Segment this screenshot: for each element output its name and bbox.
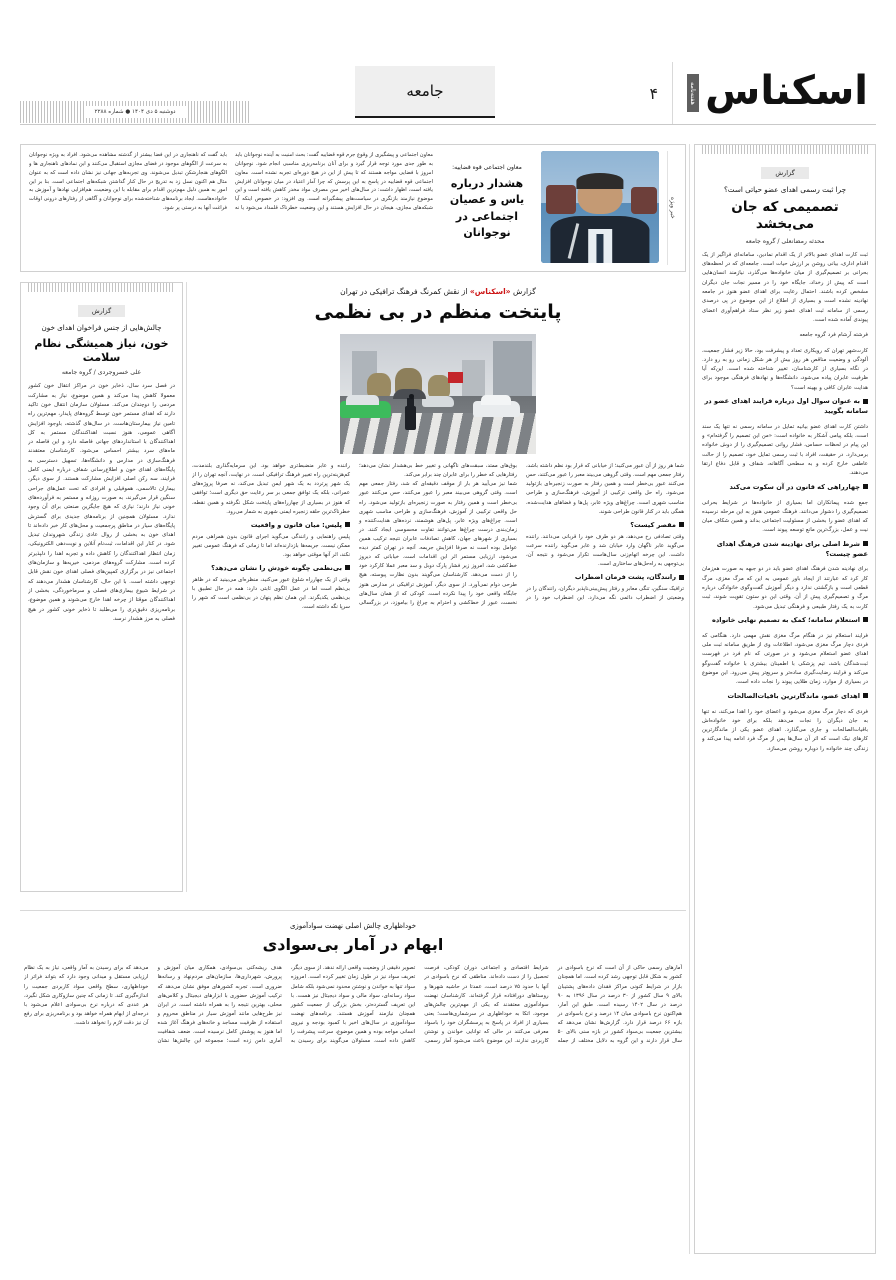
right-column-subbody-1: جمع شده پیمانکاران اما بسیاری از خانواده‌ها در شرایط بحرانی تصمیم‌گیری را دشوار می‌دانند. فرهنگ عمومی هنوز به این مرحله نرسیده که اهدای عضو را بخشی از مسئولیت اجتماعی بداند و همین شکاف میان نیت و عمل، بزرگ‌ترین مانع توسعه پیوند است. bbox=[702, 499, 868, 534]
main-article-subbody-2: پلیس راهنمایی و رانندگی می‌گوید اجرای قانون بدون همراهی مردم ممکن نیست. جریمه‌ها بازدارنده‌اند اما تا زمانی که فرهنگ عمومی تغییر نکند، اثر آنها موقتی خواهد بود. bbox=[192, 533, 350, 558]
right-column-subhead-3-text: استعلام سامانه؛ کمک به تصمیم نهایی خانواده bbox=[712, 615, 860, 624]
right-column-subbody-4: فردی که دچار مرگ مغزی می‌شود و اعضای خود را اهدا می‌کند، نه تنها به جان دیگران را نجات می‌دهد بلکه برای خود خانواده‌اش باقیات‌الصالحات و جاری می‌گذارد. اهدای عضو یکی از ماندگارترین کارهای نیک است که اثر آن سال‌ها پس از مرگ فرد ادامه پیدا می‌کند و زندگی چند خانواده را دوباره روشن می‌سازد. bbox=[702, 708, 868, 752]
left-column-headline[interactable]: خون، نیاز همیشگی نظام سلامت bbox=[34, 336, 169, 365]
square-bullet-icon bbox=[863, 484, 868, 489]
top-article-side-label: خبر ویژه bbox=[667, 151, 677, 265]
header-divider bbox=[20, 124, 876, 125]
issue-date: دوشنبه ۵ دی ۱۴۰۴ ● شماره ۲۲۸۸ bbox=[84, 106, 185, 118]
photo-green-taxi-roof bbox=[346, 395, 379, 405]
section-tab-label: جامعه bbox=[406, 82, 444, 100]
main-article-lead: شما هر روز از آن عبور می‌کنید؛ از خیابانی که قرار بود نظم داشته باشد، رفتار جمعی مهم است. وقتی گروهی می‌بیند معبر را عبور می‌کنند، حس می‌کنند عبور بی‌خطر است و همین رفتار به صورت زنجیره‌ای بازتولید می‌شود. راه حل واقعی ترکیبی از آموزش، فرهنگ‌سازی و طراحی مناسب شهری است. چراغ‌های ویژه عابر، پل‌ها و فضاهای هدایت‌شده، همگی باید در کنار قانون طراحی شوند. bbox=[526, 463, 684, 515]
top-article bbox=[20, 144, 686, 272]
left-column-tag-wrap bbox=[28, 298, 175, 317]
right-column-byline: محدثه رمضانعلی / گروه جامعه bbox=[745, 237, 825, 245]
main-article-subhead-3-text: بی‌نظمی چگونه خودش را نشان می‌دهد؟ bbox=[211, 563, 342, 572]
right-column-para-2: کارت‌شهر تهران که رویکاری تعداد و پیشرفت بود، حالا زیر فشار جمعیت، آلودگی و وضعیت مناقص هر روز بیش از هر شکل زمانی رو به رو دارد. در نگاه بسیاری از کارشناسان، تغییر شناخته شده است. این‌که آیا ظرفیت عابران پیاده می‌شود، دانشگاه‌ها و نهادهای فرهنگی موجود برای هدایت عابران کافی و بهینه است؟ bbox=[702, 347, 868, 391]
bottom-article bbox=[20, 910, 686, 1254]
masthead-logo-group bbox=[672, 62, 876, 124]
bottom-article-kicker: خوداظهاری چالش اصلی نهضت سوادآموزی bbox=[289, 922, 417, 930]
square-bullet-icon bbox=[863, 541, 868, 546]
page-number: ۴ bbox=[649, 83, 659, 103]
main-article-subhead-2-text: پلیس: میان قانون و واقعیت bbox=[250, 520, 342, 529]
photo-chair-left bbox=[546, 185, 577, 214]
photo-pedestrian-legs bbox=[405, 406, 417, 430]
square-bullet-icon bbox=[679, 575, 684, 580]
main-article-subhead-1 bbox=[526, 573, 684, 583]
right-column-para-0: ثبت کارت اهدای عضو بالاتر از یک اقدام نمادین، سامانه‌ای فراگیر از یک اقدام اداری، بیانی روشن بر ارزش حیات است. جامعه‌ای که در لحظه‌های بحرانی بر تصمیم‌گیری از میان خانواده‌ها می‌گذرد، نیازمند انسان‌هایی است که پیش از رخداد، جایگاه خود را در مسیر نجات جان دیگران مشخص کرده باشند. احتمال رعایت برای اهدای عضو هنوز در جامعه نهادینه نشده است و بسیاری از اطلاع از این موضوع در پی درصدی رسمی از سامانه ثبت اهدای عضو زیر نظر ستاد فراهم‌آوری اعضای پیوندی آماده شده است. bbox=[702, 251, 868, 323]
date-strip bbox=[20, 101, 250, 123]
left-column-body: در فصل سرد سال، ذخایر خون در مراکز انتقال خون کشور معمولا کاهش پیدا می‌کند و همین موضوع، نیاز به مشارکت مردمی را دوچندان می‌کند. مسئولان سازمان انتقال خون تاکید دارند که اهدای مستمر خون توسط گروه‌های پایدار، مهم‌ترین راه تامین نیاز بیمارستان‌هاست. در سال‌های گذشته، باوجود افزایش آگاهی عمومی، هنوز نسبت اهداکنندگان مستمر به کل اهداکنندگان با استانداردهای جهانی فاصله دارد و این فاصله در ماه‌های سرد بیشتر احساس می‌شود. کارشناسان معتقدند فرهنگ‌سازی در مدارس و دانشگاه‌ها، تسهیل دسترسی به پایگاه‌های اهدای خون و اطلاع‌رسانی شفاف درباره ایمنی کامل فرایند، سه رکن اصلی افزایش مشارکت هستند. از سوی دیگر، بیماران تالاسمی، هموفیلی و افرادی که تحت عمل‌های جراحی سنگین قرار می‌گیرند، به صورت روزانه و مستمر به فرآورده‌های خونی نیاز دارند؛ نیازی که هیچ جایگزین صنعتی برای آن وجود ندارد. مسئولان همچنین از برنامه‌های جدیدی برای گسترش پایگاه‌های سیار در مناطق پرجمعیت و محل‌های کار خبر داده‌اند تا اهدای خون به بخشی از روال عادی زندگی شهروندان تبدیل شود. در کنار این اقدامات، ثبت‌نام آنلاین و نوبت‌دهی الکترونیکی، زمان انتظار اهداکنندگان را کاهش داده و تجربه اهدا را دلپذیرتر کرده است. مشارکت گروه‌های مردمی، خیریه‌ها و سازمان‌های اجتماعی نیز در برگزاری کمپین‌های فصلی اهدای خون نقش قابل توجهی داشته است. با این حال، کارشناسان هشدار می‌دهند که در شرایط شیوع بیماری‌های فصلی و سرماخوردگی، بخشی از اهداکنندگان موقتا از چرخه اهدا خارج می‌شوند و همین موضوع، برنامه‌ریزی دقیق‌تری را می‌طلبد تا ذخایر خونی کشور در هیچ فصلی به مرز هشدار نرسد. bbox=[28, 383, 175, 622]
photo-chair-right bbox=[631, 187, 657, 214]
left-column-tag: گزارش bbox=[78, 305, 125, 317]
bottom-article-headline[interactable]: ابهام در آمار بی‌سوادی bbox=[262, 934, 444, 954]
right-column-subbody-2: برای نهادینه شدن فرهنگ اهدای عضو باید در دو جبهه به صورت هم‌زمان کار کرد که عبارتند از ایجاد باور عمومی به این که مرگ مغزی، مرگ قطعی است و بازگشتی ندارد و دیگر آموزش گفت‌وگوی خانوادگی درباره مرگ و تصمیم‌گیری پیش از آن. وقتی این دو ستون تقویت شوند، ثبت کارت به یک رفتار طبیعی و فرهنگی تبدیل می‌شود. bbox=[702, 566, 868, 610]
main-article-subhead-0-text: مقصر کیست؟ bbox=[630, 520, 676, 529]
right-column-para-1: فرشته آرشام فرد گروه جامعه bbox=[799, 332, 868, 339]
main-kicker-highlight: «اسکناس» bbox=[469, 287, 511, 296]
main-article-subhead-2 bbox=[192, 521, 350, 531]
right-column-subhead-2-text: شرط اصلی برای نهادینه شدن فرهنگ اهدای عضو چیست؟ bbox=[716, 539, 868, 558]
square-bullet-icon bbox=[863, 617, 868, 622]
top-article-photo bbox=[541, 151, 659, 263]
photo-tie bbox=[596, 234, 603, 263]
right-column-subhead-4 bbox=[702, 692, 868, 702]
main-article bbox=[190, 282, 686, 892]
main-article-subhead-3 bbox=[192, 564, 350, 574]
left-column-hatch bbox=[28, 283, 175, 292]
top-article-heading-group bbox=[441, 151, 533, 265]
right-column-subhead-1 bbox=[702, 483, 868, 493]
square-bullet-icon bbox=[863, 399, 868, 404]
photo-hair bbox=[576, 173, 623, 189]
left-column-article bbox=[20, 282, 183, 892]
left-column-kicker: چالش‌هایی از جنس فراخوان اهدای خون bbox=[41, 323, 162, 332]
left-column-byline: علی خسروجردی / گروه جامعه bbox=[61, 369, 142, 377]
right-column-headline[interactable]: تصمیمی که جان می‌بخشد bbox=[731, 198, 839, 233]
photo-car-mid bbox=[422, 396, 453, 407]
main-kicker-pre: گزارش bbox=[510, 287, 536, 296]
main-article-subbody-3: وقتی از یک چهارراه شلوغ عبور می‌کنید، منظره‌ای می‌بینید که در ظاهر بی‌نظم است اما در عمل الگوی ثابتی دارد: همه در حال تطبیق با بی‌نظمی یکدیگرند. این همان نظم پنهان در بی‌نظمی است که شهر را سرپا نگه داشته است. bbox=[192, 576, 350, 611]
square-bullet-icon bbox=[345, 565, 350, 570]
column-separator-right bbox=[689, 144, 690, 1254]
right-column-kicker: چرا ثبت رسمی اهدای عضو حیاتی است؟ bbox=[723, 185, 847, 194]
section-tab-society[interactable] bbox=[355, 66, 495, 118]
right-column-subhead-3 bbox=[702, 616, 868, 626]
main-article-subbody-0: وقتی تصادفی رخ می‌دهد، هر دو طرف خود را قربانی می‌دانند. راننده می‌گوید عابر ناگهان وارد خیابان شد و عابر می‌گوید راننده سرعت داشت. این چرخه اتهام‌زنی سال‌هاست تکرار می‌شود و نتیجه آن، بی‌توجهی به راه‌حل‌های ساختاری است. bbox=[526, 533, 684, 567]
right-column-subhead-4-text: اهدای عضو، ماندگارترین باقیات‌الصالحات bbox=[727, 691, 860, 700]
square-bullet-icon bbox=[345, 522, 350, 527]
right-column-subhead-1-text: چهارراهی که قانون در آن سکوت می‌کند bbox=[729, 482, 860, 491]
right-column-tag: گزارش bbox=[761, 167, 808, 179]
main-article-kicker bbox=[192, 286, 684, 297]
column-separator-left bbox=[186, 282, 187, 892]
right-column-hatch bbox=[702, 145, 868, 154]
main-article-subhead-0 bbox=[526, 521, 684, 531]
publication-logo: اسکناس bbox=[705, 68, 868, 114]
right-column-article bbox=[694, 144, 876, 1254]
right-column-subhead-0 bbox=[702, 397, 868, 417]
square-bullet-icon bbox=[679, 522, 684, 527]
photo-crosswalk bbox=[340, 413, 536, 454]
right-column-subhead-2 bbox=[702, 540, 868, 560]
bottom-article-columns: آمارهای رسمی حاکی از آن است که نرخ باسوادی در کشور به شکل قابل توجهی رشد کرده است. اما همچنان بازار در شرایط کنونی مراکز فقدان داده‌های پشتیبان بالای ۹ سال کشور از ۳۰ درصد در سال ۱۳۹۶ به ۹۰ درصد در سال ۱۴۰۲ رسیده است. طبق این آمار، هم‌اکنون نرخ باسوادی میان ۱۴ درصد و نرخ باسوادی در بازه ۶۶ درصد قرار دارد. گزارش‌ها نشان می‌دهد که بیشترین جمعیت بی‌سواد کشور در بازه سنی بالای ۵۰ سال قرار دارند و این گروه به دلایل مختلف از جمله شرایط اقتصادی و اجتماعی دوران کودکی، فرصت تحصیل را از دست داده‌اند. مناطقی که نرخ باسوادی در آنها با حدود ۷۵ درصد است، عمدتا در حاشیه شهرها و روستاهای دورافتاده قرار گرفته‌اند. کارشناسان نهضت سوادآموزی معتقدند که یکی از مهم‌ترین چالش‌های موجود، اتکا به خوداظهاری در سرشماری‌هاست؛ یعنی بسیاری از افراد در پاسخ به پرسشگران خود را باسواد معرفی می‌کنند در حالی که توانایی خواندن و نوشتن کاربردی ندارند. این موضوع باعث می‌شود آمار رسمی، تصویر دقیقی از وضعیت واقعی ارائه ندهد. از سوی دیگر، تعریف سواد نیز در طول زمان تغییر کرده است. امروزه سواد تنها به خواندن و نوشتن محدود نمی‌شود بلکه شامل سواد رسانه‌ای، سواد مالی و سواد دیجیتال نیز هست. با این تعریف گسترده‌تر، بخش بزرگی از جمعیت کشور همچنان نیازمند آموزش هستند. برنامه‌های نهضت سوادآموزی در سال‌های اخیر با کمبود بودجه و نیروی انسانی مواجه بوده و همین موضوع، سرعت پیشرفت را کاهش داده است. مسئولان می‌گویند برای رسیدن به هدف ریشه‌کنی بی‌سوادی، همکاری میان آموزش و پرورش، شهرداری‌ها، سازمان‌های مردم‌نهاد و رسانه‌ها ضروری است. تجربه کشورهای موفق نشان می‌دهد که ترکیب آموزش حضوری با ابزارهای دیجیتال و کلاس‌های محلی، بهترین نتیجه را به همراه داشته است. در ایران نیز طرح‌هایی مانند آموزش سیار در مناطق محروم و استفاده از ظرفیت مساجد و خانه‌های فرهنگ آغاز شده اما هنوز به پوشش کامل نرسیده است. ضعف شفافیت آماری دامن زده است؛ مجموعه این چالش‌ها نشان می‌دهد که برای رسیدن به آمار واقعی، نیاز به یک نظام ارزیابی مستقل و میدانی وجود دارد که بتواند فراتر از خوداظهاری، سطح واقعی سواد کاربردی جمعیت را اندازه‌گیری کند. تا زمانی که چنین سازوکاری شکل نگیرد، هر عددی که درباره نرخ بی‌سوادی اعلام می‌شود با درجه‌ای از ابهام همراه خواهد بود و برنامه‌ریزی برای رفع آن نیز دقت لازم را نخواهد داشت. bbox=[24, 965, 682, 1045]
photo-tree-3 bbox=[428, 375, 450, 399]
main-article-subbody-1: ترافیک سنگین، تنگی معابر و رفتار پیش‌بینی‌ناپذیر دیگران، رانندگان را در وضعیتی از اضطراب دائمی نگه می‌دارد. این اضطراب خود را در بوق‌های ممتد، سبقت‌های ناگهانی و تغییر خط بی‌هشدار نشان می‌دهد؛ رفتارهایی که خطر را برای عابران چند برابر می‌کند. bbox=[359, 463, 684, 602]
photo-white-car-right-roof bbox=[481, 395, 510, 405]
photo-red-sign bbox=[448, 372, 464, 383]
right-column-subbody-3: فرایند استعلام نیز در هنگام مرگ مغزی نقش مهمی دارد. هنگامی که فردی دچار مرگ مغزی می‌شود، اطلاعات وی از طریق سامانه ثبت ملی اهدای عضو استعلام می‌شود و در صورتی که نام فرد در فهرست ثبت‌شدگان باشد، تیم پزشکی با اطمینان بیشتری با خانواده گفت‌وگو می‌کند و فرایند رضایت‌گیری ساده‌تر و سریع‌تر پیش می‌رود. این موضوع در بسیاری از موارد، زمان طلایی پیوند را نجات داده است. bbox=[702, 632, 868, 686]
main-article-body: شما نیز می‌آیید هر بار از موقف دقیقه‌ای که شد، رفتار جمعی مهم است. وقتی گروهی می‌بیند معبر را عبور می‌کنند، حس می‌کنند عبور بی‌خطر است و همین رفتار به صورت زنجیره‌ای بازتولید می‌شود. راه حل واقعی ترکیبی از آموزش، فرهنگ‌سازی و طراحی مناسب شهری است. چراغ‌های ویژه عابر، پل‌های هوشمند، نرده‌های هدایت‌کننده و زمان‌بندی درست چراغ‌ها می‌توانند تفاوت محسوسی ایجاد کنند. در بسیاری از شهرهای جهان، کاهش تصادفات عابران نتیجه ترکیب همین عوامل بوده است نه صرفا افزایش جریمه. آنچه در تهران کمتر دیده می‌شود، ارزیابی مستمر اثر این اقدامات است. خیابانی که دیروز خط‌کشی شد، امروز زیر فشار پارک دوبل و سد معبر عملا کارکرد خود را از دست می‌دهد. کارشناسان می‌گویند بدون نظارت پیوسته، هیچ طرحی دوام نمی‌آورد. از سوی دیگر، آموزش ترافیکی در مدارس هنوز جایگاه واقعی خود را پیدا نکرده است. کودکی که از همان سال‌های نخست، عبور از خط‌کشی و احترام به چراغ را بیاموزد، در بزرگسالی راننده و عابر منضبط‌تری خواهد بود. این سرمایه‌گذاری بلندمدت، کم‌هزینه‌ترین راه تغییر فرهنگ ترافیکی است. در نهایت، آنچه تهران را از یک شهر پرتردد به یک شهر ایمن تبدیل می‌کند، نه صرفا پروژه‌های عمرانی، بلکه یک توافق جمعی بر سر رعایت حق دیگری است؛ توافقی که هنوز در بسیاری از چهارراه‌های پایتخت شکل نگرفته و همین نقطه، خطرناک‌ترین حلقه زنجیره ایمنی شهری به شمار می‌رود. bbox=[192, 463, 517, 606]
top-article-body: معاون اجتماعی و پیشگیری از وقوع جرم قوه قضاییه گفت: بحث امنیت به آینده نوجوانان باید به طور جدی مورد توجه قرار گیرد و برای آنان برنامه‌ریزی مناسبی انجام شود. نوجوانان امروز با فضایی مواجه هستند که تا پیش از این در هیچ دوره‌ای تجربه نشده است. معاون اجتماعی قوه قضاییه در پاسخ به این پرسش که چرا آمار اعتیاد در میان نوجوانان افزایش یافته است، اظهار داشت: در سال‌های اخیر سن مصرف مواد مخدر کاهش یافته است و این موضوع نیازمند بازنگری در سیاست‌های پیشگیرانه است. وی افزود: در خصوص اینکه آیا شبکه‌های مجازی، هیجان در حال افزایش هستند و این وضعیت خطرناک قلمداد می‌شود یا نه باید گفت که ناهنجاری در این فضا بیشتر از گذشته مشاهده می‌شود. افراد به ویژه نوجوانان به سرعت از الگوهای موجود در فضای مجازی استقبال می‌کنند و این نماد‌های ناهنجاری ها و الگوهای هنجارشکن تبدیل می‌شوند. وی تجربه‌های جهانی نیز نشان داده است که به عنوان مثال هم اکنون نسل زد به تدریج در حال کنار گذاشتن شبکه‌های اجتماعی است. بنا بر این امور به همین دلیل مهم‌ترین اقدام برای مقابله با این وضعیت، هم‌افزایی نهادها و آموزش به خانواده‌هاست. ایجاد برنامه‌های شناخته‌شده برای نوجوانان و آگاهی از رفتارهای درونی اوقات فراغت آنها به درستی پر شود. bbox=[29, 152, 433, 212]
right-column-subhead-0-text: به عنوان سوال اول درباره فرایند اهدای عضو در سامانه بگویید bbox=[704, 397, 868, 415]
photo-building-2 bbox=[493, 341, 532, 396]
square-bullet-icon bbox=[863, 693, 868, 698]
main-article-headline[interactable]: پایتخت منظم در بی نظمی bbox=[314, 301, 562, 324]
top-article-headline[interactable]: هشدار درباره یاس و عصیان اجتماعی در نوجوانان bbox=[449, 176, 525, 240]
main-kicker-post: از نقش کمرنگ فرهنگ ترافیکی در تهران bbox=[340, 287, 470, 296]
main-article-columns bbox=[192, 462, 684, 892]
main-article-photo bbox=[340, 334, 536, 454]
top-article-kicker: معاون اجتماعی قوه قضاییه: bbox=[452, 164, 522, 171]
right-column-subbody-0: داشتن کارت اهدای عضو بیانیه تمایل در سامانه رسمی نه تنها یک سند است، بلکه پیامی آشکار به خانواده است: «من این تصمیم را گرفته‌ام» و این پیام در لحظات حساس، فشار روانی تصمیم‌گیری را از دوش خانواده برمی‌دارد. در حقیقت، افراد با ثبت رسمی تمایل خود، تصمیم را از حالت عاطفی خارج کرده و به سطحی آگاهانه، شفاف و قابل دفاع ارتقا می‌دهند. bbox=[702, 423, 868, 477]
main-article-subhead-1-text: رانندگان، پشت فرمان اضطراب bbox=[574, 573, 676, 582]
photo-building-3 bbox=[462, 360, 486, 396]
publication-vertical-tag: هفته‌نامه bbox=[687, 74, 699, 112]
right-column-tag-wrap bbox=[702, 160, 868, 179]
